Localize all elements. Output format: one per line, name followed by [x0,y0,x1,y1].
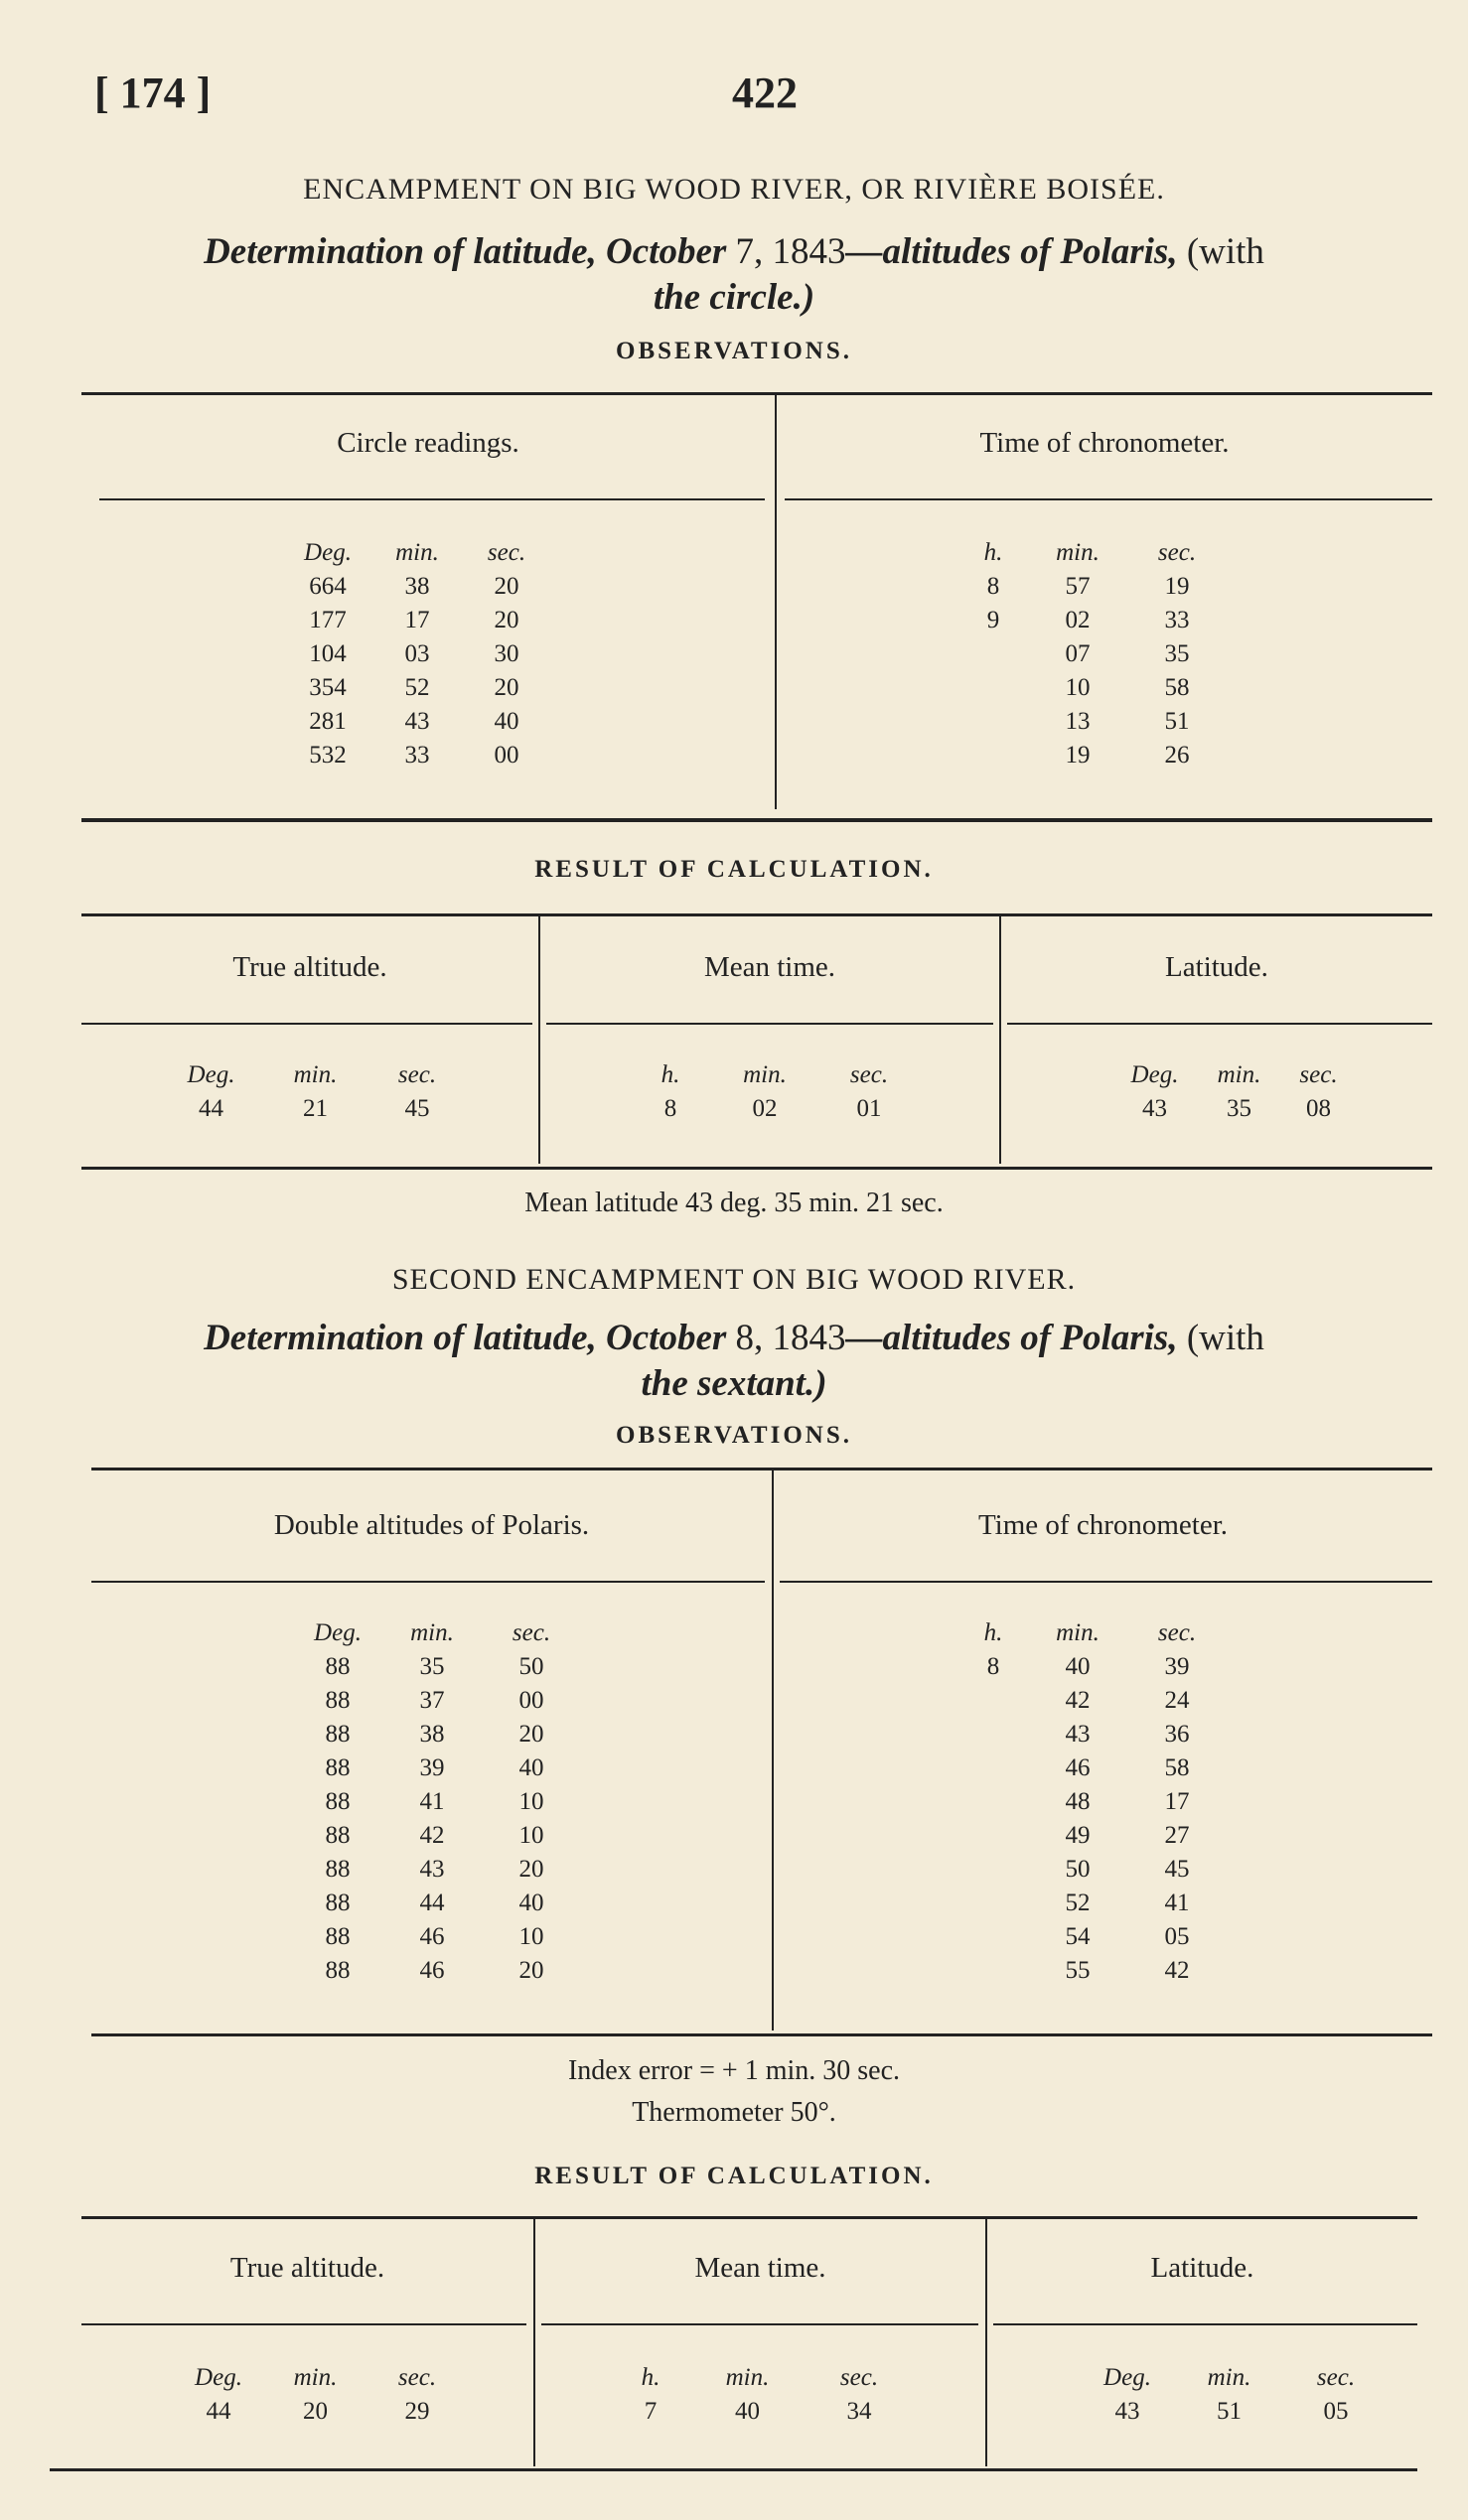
rule [81,2323,526,2325]
table-row: 42 24 [1065,1687,1190,1714]
unit-deg: Deg. [304,539,352,566]
table-row: 88 46 20 [325,1957,544,1984]
unit-sec: sec. [1157,1619,1197,1646]
rule [81,2216,1417,2219]
table-row: 54 05 [1065,1923,1190,1950]
rule [546,1023,993,1025]
table-row: 88 44 40 [325,1890,544,1916]
rule [81,1023,532,1025]
section1-observations-label: OBSERVATIONS. [616,338,852,364]
section2-title: SECOND ENCAMPMENT ON BIG WOOD RIVER. [391,1263,1077,1296]
table-row: 9 02 33 [986,607,1190,633]
section1-determination [0,230,1468,273]
table-row: 50 45 [1065,1856,1190,1883]
rule [91,1468,1432,1470]
thermometer: Thermometer 50°. [632,2097,836,2128]
table-row: 664 38 20 [309,573,519,600]
chronometer-table [958,536,1227,772]
table-row: 88 38 20 [325,1721,544,1748]
col-divider [772,1470,774,2030]
section2-result-label: RESULT OF CALCULATION. [534,2163,934,2189]
result-head-mean-time: Mean time. [694,2252,826,2284]
result-latitude-2: Deg. min. sec. 43 51 05 [1103,2364,1356,2425]
index-error: Index error = + 1 min. 30 sec. [567,2055,901,2086]
table-row: 532 33 00 [309,742,519,769]
rule [91,2033,1432,2036]
rule [91,1581,765,1583]
table-row: 354 52 20 [309,674,519,701]
section2-observations-label: OBSERVATIONS. [616,1422,852,1449]
det-date: 8, 1843 [726,1318,846,1358]
table-row: 13 51 [1065,708,1190,735]
rule [780,1581,1432,1583]
col-head-double-altitudes: Double altitudes of Polaris. [273,1509,590,1541]
section1-result-label: RESULT OF CALCULATION. [534,856,934,883]
unit-sec: sec. [487,539,526,566]
rule [1007,1023,1432,1025]
rule [785,498,1432,500]
col-head-time-chronometer: Time of chronometer. [977,1509,1229,1541]
rule [81,818,1432,822]
table-row: 88 43 20 [325,1856,544,1883]
unit-h: h. [983,1619,1003,1646]
det-part-c: (with [1177,1318,1264,1358]
table-row: 88 39 40 [325,1754,544,1781]
unit-sec: sec. [1157,539,1197,566]
det-part-a: Determination of latitude, October [204,231,727,272]
col-head-circle-readings: Circle readings. [337,427,519,459]
rule [81,392,1432,395]
rule [541,2323,978,2325]
det-date: 7, 1843 [726,231,846,272]
table-row: 10 58 [1065,674,1190,701]
det-part-b: —altitudes of Polaris, [845,231,1178,272]
table-row: 19 26 [1065,742,1190,769]
unit-min: min. [1056,1619,1100,1646]
rule [993,2323,1417,2325]
result-head-mean-time: Mean time. [703,951,836,983]
unit-sec: sec. [512,1619,551,1646]
table-row: 281 43 40 [309,708,519,735]
rule [81,913,1432,916]
rule [50,2468,1417,2471]
table-row: 88 37 00 [325,1687,544,1714]
table-row: 88 42 10 [325,1822,544,1849]
table-row: 48 17 [1065,1788,1190,1815]
mean-latitude: Mean latitude 43 deg. 35 min. 21 sec. [524,1188,944,1218]
section2-determination [0,1317,1468,1359]
table-row: 43 36 [1065,1721,1190,1748]
table-row: 07 35 [1065,640,1190,667]
table-row: 8 40 39 [986,1653,1190,1680]
table-row: 8 57 19 [986,573,1190,600]
table-row: 104 03 30 [309,640,519,667]
det-part-c: (with [1177,231,1264,272]
rule [99,498,765,500]
det-part-b: —altitudes of Polaris, [845,1318,1178,1358]
table-row: 177 17 20 [309,607,519,633]
result-latitude: Deg. min. sec. 43 35 08 [1130,1061,1338,1122]
unit-deg: Deg. [314,1619,362,1646]
result-true-altitude: Deg. min. sec. 44 21 45 [187,1061,437,1122]
table-row: 88 35 50 [325,1653,544,1680]
table-row: 52 41 [1065,1890,1190,1916]
unit-h: h. [983,539,1003,566]
page-number: 422 [732,69,798,117]
table-row: 49 27 [1065,1822,1190,1849]
double-altitudes-table [293,1616,581,1988]
result-head-true-altitude: True altitude. [232,951,387,983]
col-head-time-chronometer: Time of chronometer. [979,427,1230,459]
result-head-latitude: Latitude. [1165,951,1268,983]
unit-min: min. [1056,539,1100,566]
result-mean-time-2: h. min. sec. 7 40 34 [641,2364,879,2425]
section1-title: ENCAMPMENT ON BIG WOOD RIVER, OR RIVIÈRE BOISÉE. [303,173,1165,206]
result-head-latitude: Latitude. [1150,2252,1254,2284]
det-part-a: Determination of latitude, October [204,1318,727,1358]
result-true-altitude-2: Deg. min. sec. 44 20 29 [195,2364,437,2425]
section1-determination-line2: the circle.) [653,277,815,318]
table-row: 46 58 [1065,1754,1190,1781]
rule [81,1167,1432,1170]
chronometer-table-2 [958,1616,1227,1988]
table-row: 88 41 10 [325,1788,544,1815]
result-head-true-altitude: True altitude. [229,2252,385,2284]
circle-readings-table [283,536,551,772]
unit-min: min. [410,1619,454,1646]
unit-min: min. [395,539,439,566]
section2-determination-line2: the sextant.) [641,1363,827,1404]
table-row: 88 46 10 [325,1923,544,1950]
page-bracket: [ 174 ] [94,69,212,117]
table-row: 55 42 [1065,1957,1190,1984]
result-mean-time: h. min. sec. 8 02 01 [661,1061,889,1122]
